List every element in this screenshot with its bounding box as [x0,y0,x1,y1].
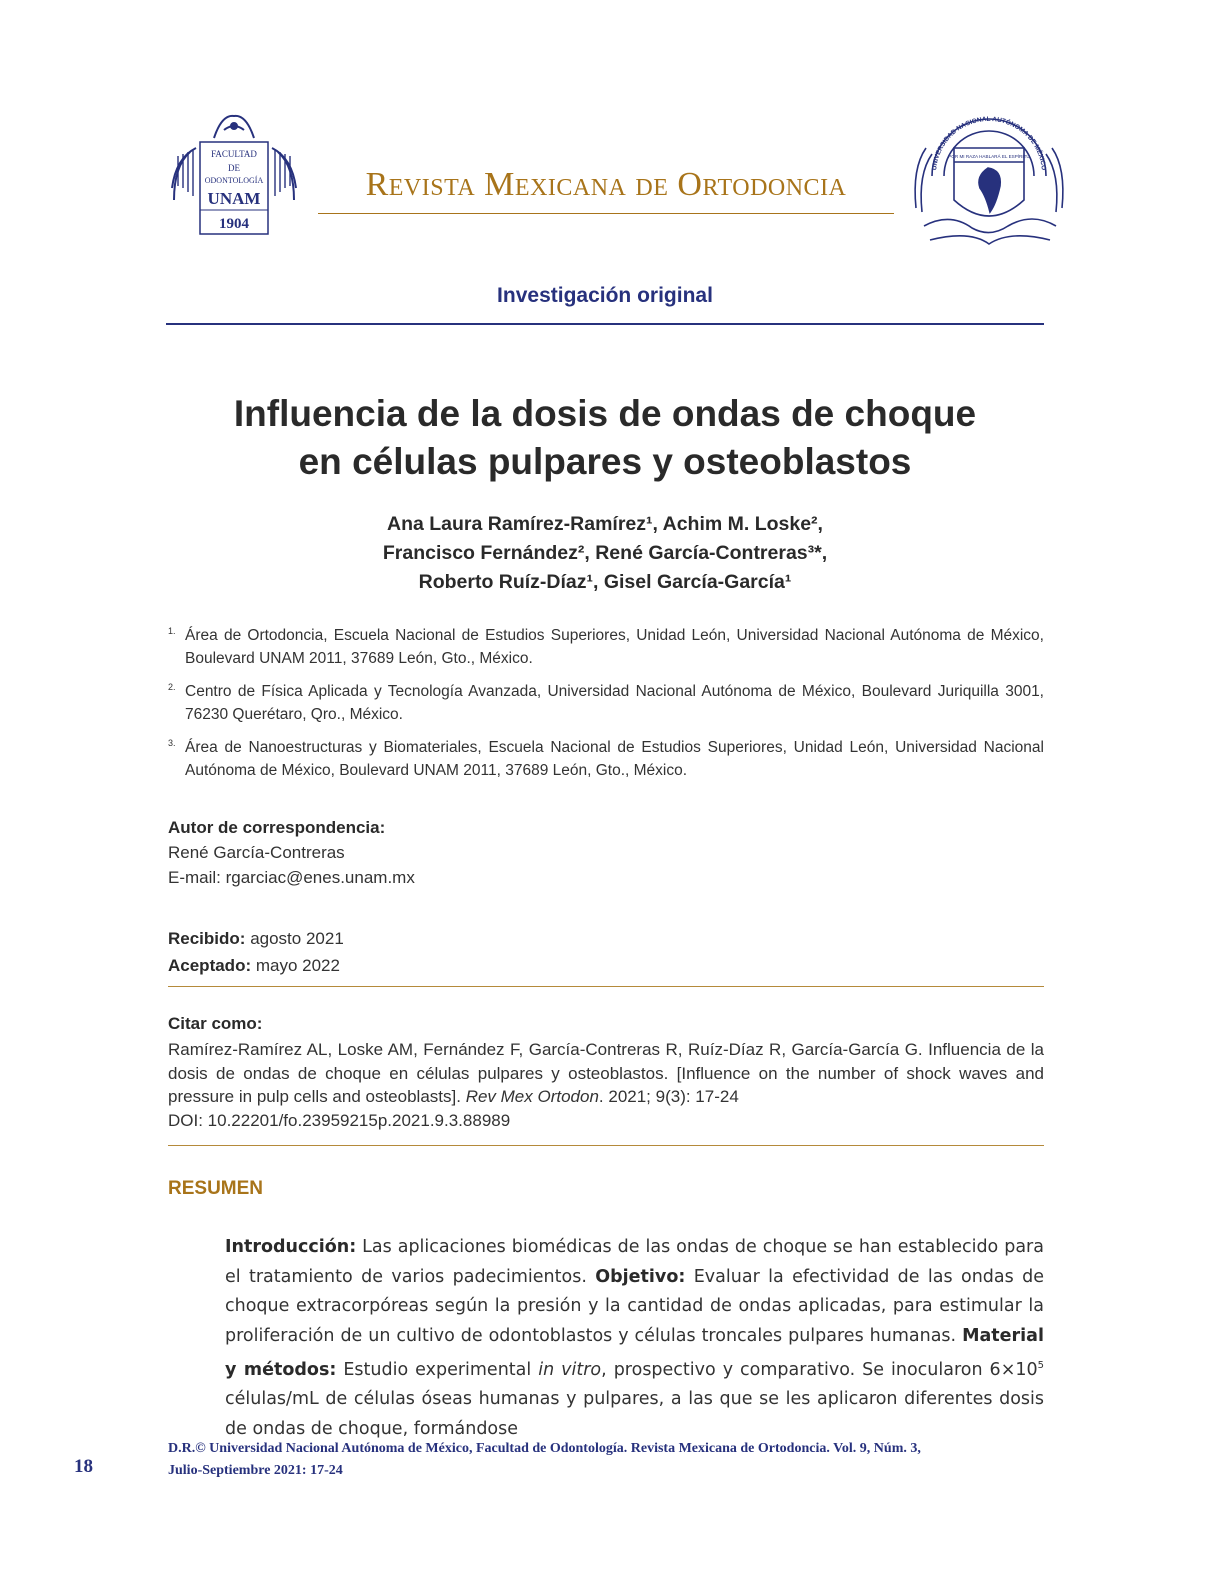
intro-text: Las aplicaciones biomédicas de las ondas de choque se han establecido para el tratamiento de varios padecimientos. [225,1237,1044,1287]
journal-title: Revista Mexicana de Ortodoncia [365,166,847,203]
correspondence-heading: Autor de correspondencia: [168,818,386,837]
author-list [166,510,1044,597]
page-number: 18 [74,1456,93,1477]
citation-text: Ramírez-Ramírez AL, Loske AM, Fernández F, García-Contreras R, Ruíz-Díaz R, García-García G. Influencia de la dosis de ondas de choque en células pulpares y osteoblastos. [Influence on the number of shock waves and pressure in pulp cells and osteoblasts]. [168,1040,1044,1106]
article-title-line: Influencia de la dosis de ondas de choque [233,393,977,434]
intro-label: Introducción: [225,1237,357,1257]
logo-text-facultad: FACULTAD [211,149,257,159]
citation-doi[interactable]: DOI: 10.22201/fo.23959215p.2021.9.3.88989 [168,1110,511,1130]
methods-label: Material y métodos: [225,1325,1044,1380]
accepted-value: mayo 2022 [255,956,340,975]
affiliation-item [168,624,1044,670]
logo-text-year: 1904 [219,216,249,232]
correspondence-email[interactable]: E-mail: rgarciac@enes.unam.mx [168,868,415,887]
received-label: Recibido: [168,929,246,948]
received-date [168,929,344,949]
footer-line: D.R.© Universidad Nacional Autónoma de México, Facultad de Odontología. Revista Mexicana de Ortodoncia. Vol. 9, Núm. 3, [168,1441,921,1456]
accepted-label: Aceptado: [168,956,252,975]
affiliation-number: 2. [168,682,176,692]
methods-text: , prospectivo y comparativo. Se inocularon 6×10 [601,1359,1038,1380]
article-title [166,390,1044,486]
faculty-logo [166,108,302,238]
accepted-date [168,956,340,976]
footer-copyright [168,1438,1044,1482]
author-line: Roberto Ruíz-Díaz¹, Gisel García-García¹ [418,571,792,593]
citation-volume: . 2021; 9(3): 17-24 [598,1087,739,1106]
article-type-rule [166,323,1044,325]
citation-heading: Citar como: [168,1014,263,1033]
article-type-label: Investigación original [497,284,713,307]
article-title-line: en células pulpares y osteoblastos [298,441,912,482]
methods-exponent: 5 [1037,1360,1045,1371]
author-line: Ana Laura Ramírez-Ramírez¹, Achim M. Loske², [387,513,823,535]
logo-text-odontologia: ODONTOLOGÍA [204,176,264,185]
affiliation-number: 3. [168,738,176,748]
unam-seal-logo [910,108,1068,252]
dates-divider [168,986,1044,987]
seal-ring-text: UNIVERSIDAD NACIONAL AUTÓNOMA DE MÉXICO [931,115,1047,171]
author-line: Francisco Fernández², René García-Contreras³*, [382,542,828,564]
methods-text: células/mL de células óseas humanas y pulpares, a las que se les aplicaron diferentes dosis de ondas de choque, formándose [225,1389,1044,1439]
abstract-heading: RESUMEN [168,1178,264,1199]
seal-motto-text: POR MI RAZA HABLARÁ EL ESPÍRITU [948,154,1030,159]
objective-label: Objetivo: [595,1266,686,1287]
affiliation-text: Centro de Física Aplicada y Tecnología Avanzada, Universidad Nacional Autónoma de México, Boulevard Juriquilla 3001, 76230 Querétaro, Qro., México. [185,683,1044,723]
journal-title-rule [318,213,894,214]
received-value: agosto 2021 [250,929,344,948]
methods-text: Estudio experimental [343,1359,532,1380]
affiliation-text: Área de Ortodoncia, Escuela Nacional de Estudios Superiores, Unidad León, Universidad Nacional Autónoma de México, Boulevard UNAM 2011, 37689 León, Gto., México. [185,627,1044,667]
footer-line: Julio-Septiembre 2021: 17-24 [168,1463,343,1478]
affiliation-item [168,680,1044,726]
logo-text-unam: UNAM [207,189,261,208]
correspondence-name: René García-Contreras [168,843,345,862]
affiliation-text: Área de Nanoestructuras y Biomateriales, Escuela Nacional de Estudios Superiores, Unidad León, Universidad Nacional Autónoma de México, Boulevard UNAM 2011, 37689 León, Gto., México. [185,739,1044,779]
abstract-body [225,1233,1044,1444]
objective-text: Evaluar la efectividad de las ondas de choque extracorpóreas según la presión y la cantidad de ondas aplicadas, para estimular la proliferación de un cultivo de odontoblastos y células troncales pulpares humanas. [225,1266,1045,1346]
logo-text-de: DE [228,163,240,173]
citation-journal: Rev Mex Ortodon [465,1087,599,1106]
citation-divider [168,1145,1044,1146]
affiliation-number: 1. [168,626,176,636]
citation-body [168,1038,1044,1132]
affiliation-item [168,736,1044,782]
methods-italic: in vitro [538,1359,602,1380]
